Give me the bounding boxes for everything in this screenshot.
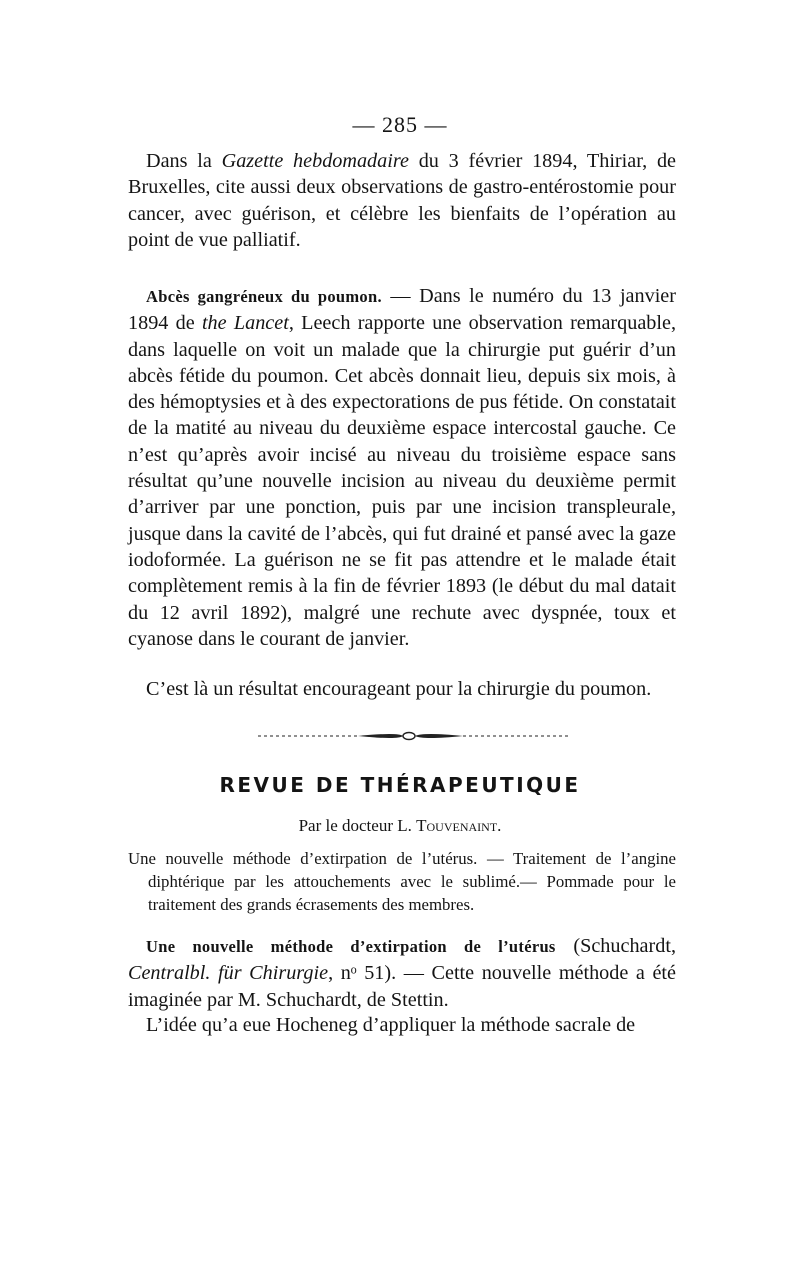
paragraph-text-lead: — Dans le numéro du 13 janvier 1894 de	[128, 285, 676, 335]
journal-title: Gazette hebdomadaire	[221, 150, 409, 172]
paragraph-abces-gangreneux	[128, 283, 676, 652]
paragraph-schuchardt	[128, 933, 676, 1013]
paragraph-hocheneg: L’idée qu’a eue Hocheneg d’appliquer la méthode sacrale de	[146, 1014, 636, 1036]
author-name: Touvenaint	[416, 816, 498, 835]
paragraph-text-body: , nᵒ 51). — Cette nouvelle méthode a été imaginée par M. Schuchardt, de Stettin.	[128, 962, 676, 1011]
paragraph-text-body: , Leech rapporte une observation remarquable, dans laquelle on voit un malade que la chirurgie put guérir d’un abcès fétide du poumon. Cet abcès donnait lieu, depuis six mois, à des hémoptysies et à des expectorations de pus fétide. On constatait de la matité au niveau du deuxième espace intercostal gauche. Ce n’est qu’après avoir incisé au niveau du troisième espace sans résultat qu’une nouvelle incision au niveau du deuxième permit d’arriver par une ponction, puis par une incision transpleurale, jusque dans la cavité de l’abcès, qui fut drainé et pansé avec la gaze iodoformée. La guérison ne se fit pas attendre et le malade était complètement remis à la fin de février 1893 (le début du mal datait du 12 avril 1892), malgré une rechute avec dyspnée, toux et cyanose dans le courant de janvier.	[128, 312, 676, 650]
author-byline	[0, 816, 800, 836]
page-number: — 285 —	[352, 112, 448, 137]
journal-title: the Lancet	[201, 312, 289, 335]
section-title: REVUE DE THÉRAPEUTIQUE	[219, 773, 581, 797]
paragraph-text-body: du 3 février 1894, Thiriar, de Bruxelles, cite aussi deux observations de gastro-entérostomie pour cancer, avec guérison, et célèbre les bienfaits de l’opération au point de vue palliatif.	[128, 150, 677, 251]
byline-prefix: Par le docteur L.	[298, 816, 417, 835]
journal-title: Centralbl. für Chirurgie	[128, 962, 329, 985]
paragraph-text-lead: Dans la	[146, 150, 222, 172]
paragraph-text-lead: (Schuchardt,	[555, 935, 676, 957]
ornamental-divider	[258, 730, 568, 742]
section-run-in-heading: Abcès gangréneux du poumon.	[146, 287, 382, 306]
paragraph-conclusion: C’est là un résultat encourageant pour la chirurgie du poumon.	[146, 678, 652, 700]
section-summary: Une nouvelle méthode d’extirpation de l’utérus. — Traitement de l’angine diphtérique par les attouchements avec le sublimé.— Pommade pour le traitement des grands écrasements des membres.	[128, 849, 676, 914]
section-run-in-heading: Une nouvelle méthode d’extirpation de l’utérus	[146, 937, 556, 956]
paragraph-thiriar	[128, 148, 676, 253]
byline-suffix: .	[497, 816, 502, 835]
